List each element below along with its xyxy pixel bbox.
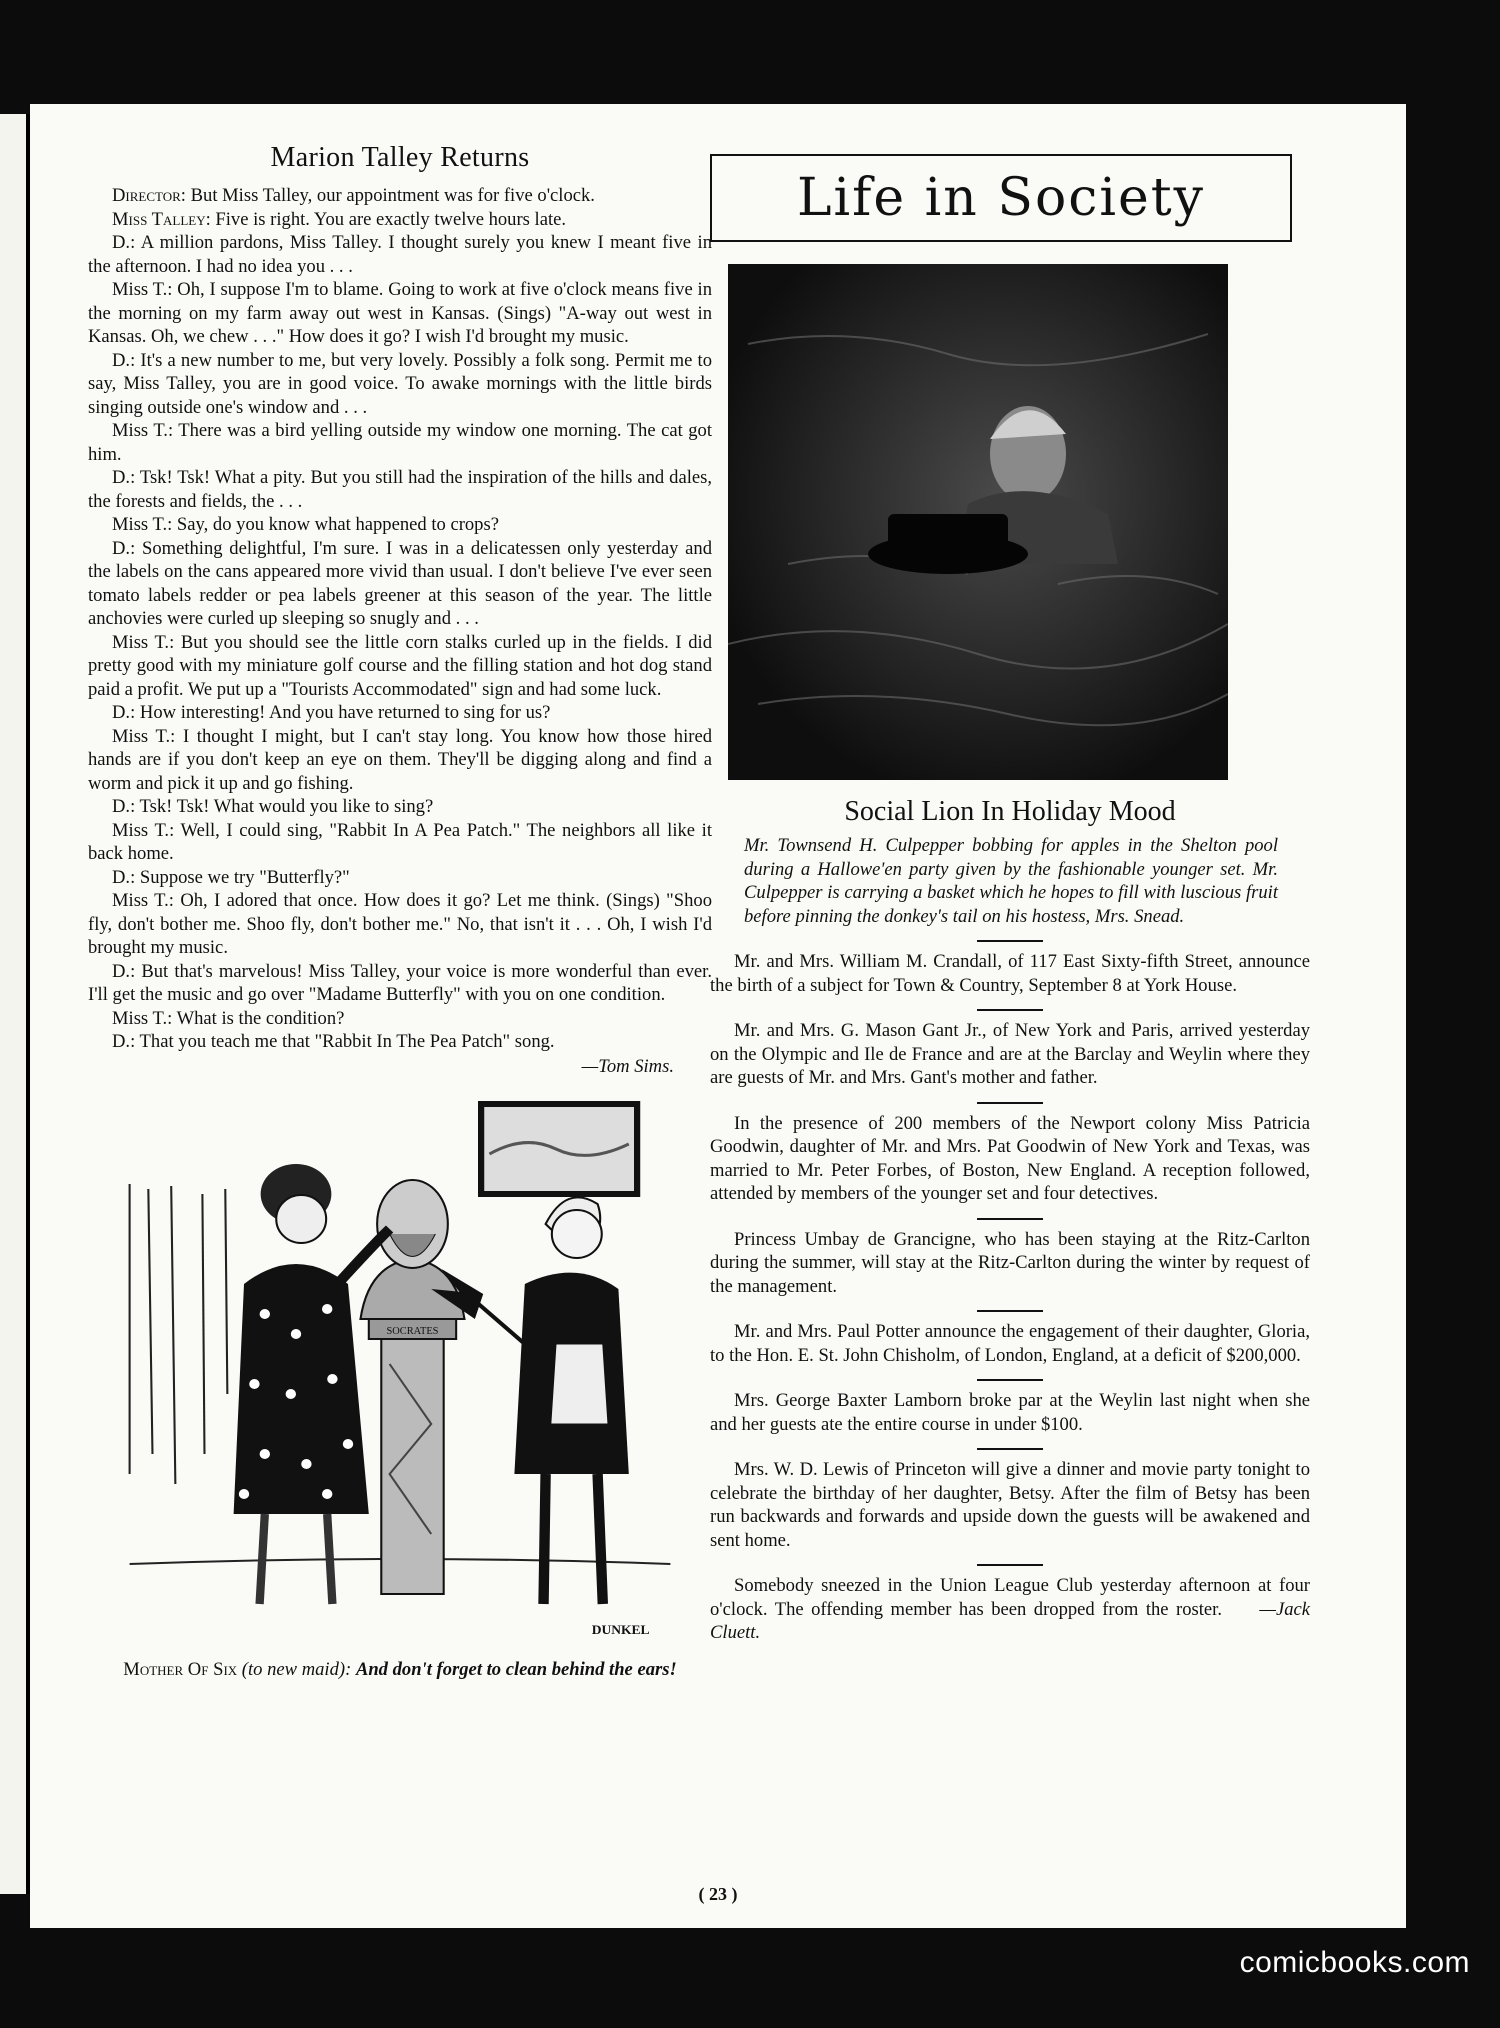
society-item: Mrs. George Baxter Lamborn broke par at the Weylin last night when she and her guests ate the entire course in under $100. — [710, 1390, 1310, 1435]
society-item: Mrs. W. D. Lewis of Princeton will give a dinner and movie party tonight to celebrate the birthday of her daughter, Betsy. After the film of Betsy has been run backwards and forwards and upside down the guests will be awakened and sent home. — [710, 1459, 1310, 1551]
caption-speaker: Mother Of Six — [123, 1658, 238, 1680]
author-signature: —Jack Cluett. — [710, 1598, 1310, 1643]
dialogue-line: Miss T.: Oh, I adored that once. How does it go? Let me think. (Sings) "Shoo fly, don't bother me. Shoo fly, don't bother me." No, that isn't it . . . Oh, I wish I'd brought my music. — [88, 890, 712, 958]
divider-rule — [977, 1102, 1043, 1104]
cartoon-caption — [88, 1658, 712, 1681]
dialogue-line: Miss Talley: Five is right. You are exactly twelve hours late. — [112, 208, 567, 230]
dialogue-line: Miss T.: What is the condition? — [112, 1007, 345, 1029]
society-item: Princess Umbay de Grancigne, who has been staying at the Ritz-Carlton during the summer, will stay at the Ritz-Carlton during the winter by request of the management. — [710, 1228, 1310, 1297]
article-title: Marion Talley Returns — [270, 142, 530, 173]
dialogue-line: Miss T.: Say, do you know what happened to crops? — [112, 514, 499, 535]
page-number: ( 23 ) — [698, 1884, 738, 1904]
divider-rule — [977, 1218, 1043, 1220]
dialogue-line: D.: It's a new number to me, but very lovely. Possibly a folk song. Permit me to say, Miss Talley, you are in good voice. To awake mornings with the little birds singing outside one's window and . . . — [88, 349, 712, 418]
caption-aside: (to new maid): — [237, 1658, 356, 1680]
section-masthead — [710, 154, 1292, 242]
dialogue-line: D.: Tsk! Tsk! What would you like to sing? — [112, 796, 434, 817]
masthead-title: Life in Society — [796, 168, 1206, 228]
dialogue-line: Director: But Miss Talley, our appointment was for five o'clock. — [112, 185, 595, 206]
dialogue-line: D.: Suppose we try "Butterfly?" — [112, 866, 350, 888]
binding-edge — [0, 114, 30, 1894]
dialogue-line: D.: How interesting! And you have returned to sing for us? — [112, 702, 551, 723]
dialogue-line: Miss T.: Well, I could sing, "Rabbit In A Pea Patch." The neighbors all like it back home. — [88, 819, 712, 864]
watermark: comicbooks.com — [1239, 1946, 1470, 1979]
society-item: In the presence of 200 members of the Newport colony Miss Patricia Goodwin, daughter of Mr. and Mrs. Pat Goodwin of New York and Texas, was married to Mr. Peter Forbes, of Boston, New England. A reception followed, attended by members of the younger set and four detectives. — [710, 1112, 1310, 1204]
divider-rule — [977, 1379, 1043, 1381]
cartoon-drawing — [88, 1094, 712, 1654]
byline: —Tom Sims. — [581, 1055, 674, 1077]
divider-rule — [977, 1310, 1043, 1312]
cartoonist-signature: DUNKEL — [591, 1621, 650, 1637]
divider-rule — [977, 1564, 1043, 1566]
bust-label: SOCRATES — [386, 1325, 439, 1337]
divider-rule — [977, 940, 1043, 942]
dialogue — [88, 184, 712, 1054]
photo-caption: Mr. Townsend H. Culpepper bobbing for apples in the Shelton pool during a Hallowe'en party given by the fashionable younger set. Mr. Culpepper is carrying a basket which he hopes to fill with luscious fruit before pinning the donkey's tail on his hostess, Mrs. Snead. — [744, 835, 1278, 927]
dialogue-line: Miss T.: There was a bird yelling outside my window one morning. The cat got him. — [88, 420, 712, 465]
divider-rule — [977, 1448, 1043, 1450]
pool-photo — [728, 264, 1228, 780]
photo-title: Social Lion In Holiday Mood — [844, 796, 1176, 827]
photograph — [728, 264, 1228, 780]
right-column — [710, 154, 1310, 1645]
divider-rule — [977, 1009, 1043, 1011]
dialogue-line: D.: A million pardons, Miss Talley. I thought surely you knew I meant five in the afternoon. I had no idea you . . . — [88, 232, 712, 277]
dialogue-line: D.: Tsk! Tsk! What a pity. But you still had the inspiration of the hills and dales, the forests and fields, the . . . — [88, 467, 712, 512]
society-item: Mr. and Mrs. William M. Crandall, of 117 East Sixty-fifth Street, announce the birth of a subject for Town & Country, September 8 at York House. — [710, 951, 1310, 996]
dialogue-line: Miss T.: Oh, I suppose I'm to blame. Going to work at five o'clock means five in the morning on my farm away out west in Kansas. (Sings) "A-way out west in Kansas. Oh, we chew . . ." How does it go? I wish I'd brought my music. — [88, 279, 712, 347]
cartoon-illustration — [88, 1094, 712, 1654]
society-item: Mr. and Mrs. G. Mason Gant Jr., of New York and Paris, arrived yesterday on the Olympic and Ile de France and are at the Barclay and Weylin where they are guests of Mr. and Mrs. Gant's mother and father. — [710, 1020, 1310, 1088]
society-item: Mr. and Mrs. Paul Potter announce the engagement of their daughter, Gloria, to the Hon. E. St. John Chisholm, of London, England, at a deficit of $200,000. — [710, 1321, 1310, 1366]
dialogue-line: D.: But that's marvelous! Miss Talley, your voice is more wonderful than ever. I'll get the music and go over "Madame Butterfly" with you on one condition. — [88, 960, 712, 1005]
magazine-page — [30, 104, 1406, 1928]
caption-line: And don't forget to clean behind the ears! — [355, 1658, 677, 1680]
dialogue-line: D.: Something delightful, I'm sure. I was in a delicatessen only yesterday and the labels on the cans appeared more vivid than usual. I don't believe I've ever seen tomato labels redder or pea labels greener at this season of the year. The little anchovies were curled up sleeping so snugly and . . . — [88, 537, 712, 629]
society-item: Somebody sneezed in the Union League Club yesterday afternoon at four o'clock. The offending member has been dropped from the roster. —Jack Cluett. — [710, 1575, 1310, 1643]
dialogue-line: Miss T.: But you should see the little corn stalks curled up in the fields. I did pretty good with my miniature golf course and the filling station and hot dog stand paid a profit. We put up a "Tourists Accommodated" sign and had some luck. — [88, 631, 712, 700]
dialogue-line: D.: That you teach me that "Rabbit In The Pea Patch" song. — [112, 1031, 555, 1052]
left-column — [88, 142, 712, 1681]
dialogue-line: Miss T.: I thought I might, but I can't stay long. You know how those hired hands are if you don't keep an eye on them. They'll be digging along and find a worm and pick it up and go fishing. — [88, 725, 712, 794]
